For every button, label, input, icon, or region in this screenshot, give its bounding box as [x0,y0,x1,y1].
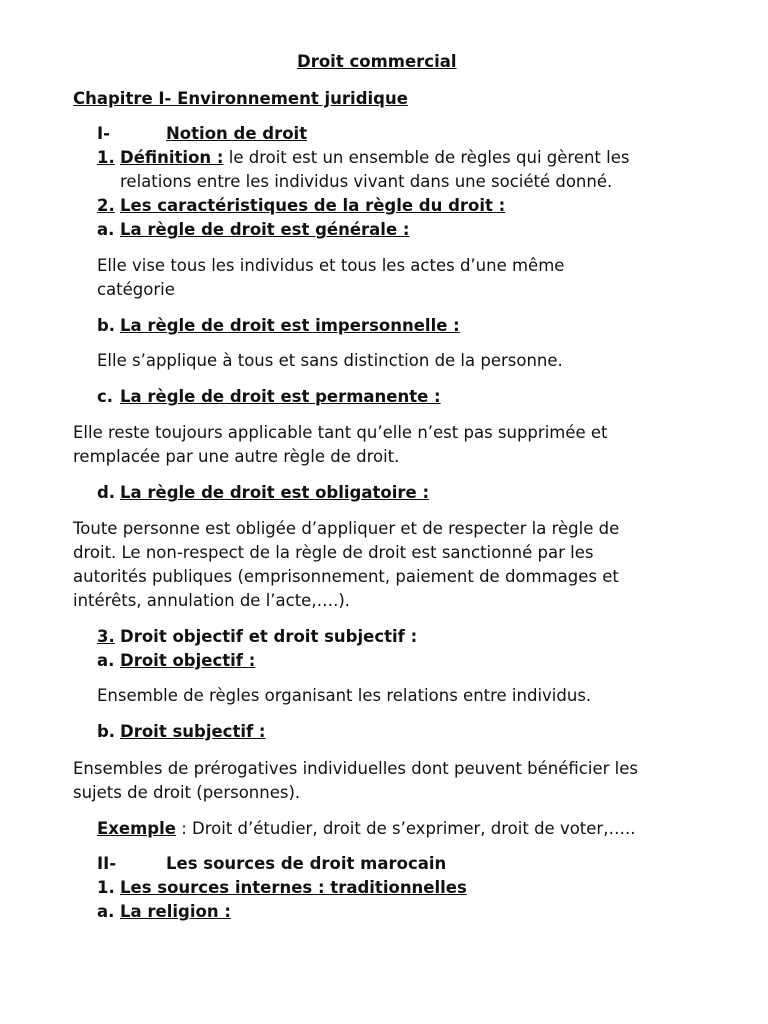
characteristics-title: Les caractéristiques de la règle du droit : [120,196,506,215]
internal-sources-title: Les sources internes : traditionnelles [120,878,467,897]
objective-law-number: a. [97,651,115,670]
mandatory-rule-heading [97,482,429,504]
subjective-law-title: Droit subjectif : [120,722,266,741]
subjective-law-number: b. [97,722,116,741]
subjective-law-text-1: Ensembles de prérogatives individuelles dont peuvent bénéficier les [73,759,638,778]
impersonal-rule-title: La règle de droit est impersonnelle : [120,316,460,335]
permanent-rule-text-1: Elle reste toujours applicable tant qu’elle n’est pas supprimée et [73,423,608,442]
impersonal-rule-heading [97,315,460,337]
general-rule-text-1: Elle vise tous les individus et tous les actes d’une même [97,256,565,275]
objective-subjective-number: 3. [97,627,115,646]
objective-subjective-title: Droit objectif et droit subjectif : [120,627,418,646]
permanent-rule-text-2: remplacée par une autre règle de droit. [73,447,400,466]
internal-sources-heading [97,877,467,899]
subjective-law-heading [97,721,266,743]
general-rule-title: La règle de droit est générale : [120,220,410,239]
chapter-heading: Chapitre I- Environnement juridique [73,89,408,108]
mandatory-rule-text-3: autorités publiques (emprisonnement, paiement de dommages et [73,567,619,586]
general-rule-number: a. [97,220,115,239]
document-title: Droit commercial [297,52,457,71]
section-2-number: II- [97,854,117,873]
example-text: : Droit d’étudier, droit de s’exprimer, droit de voter,….. [175,819,636,838]
permanent-rule-title: La règle de droit est permanente : [120,387,441,406]
definition-number: 1. [97,148,115,167]
section-2-heading [97,853,446,875]
subjective-law-text-2: sujets de droit (personnes). [73,783,301,802]
mandatory-rule-text-1: Toute personne est obligée d’appliquer et de respecter la règle de [73,519,620,538]
permanent-rule-heading [97,386,441,408]
mandatory-rule-text-2: droit. Le non-respect de la règle de droit est sanctionné par les [73,543,594,562]
characteristics-heading [97,195,505,217]
religion-heading [97,901,231,923]
general-rule-heading [97,219,409,241]
objective-law-title: Droit objectif : [120,651,256,670]
section-1-title: Notion de droit [166,124,308,143]
general-rule-text-2: catégorie [97,280,175,299]
impersonal-rule-number: b. [97,316,116,335]
definition-label: Définition : [120,148,224,167]
definition-text-2: relations entre les individus vivant dans une société donné. [120,172,613,191]
objective-law-heading [97,650,255,672]
section-1-number: I- [97,124,110,143]
mandatory-rule-title: La règle de droit est obligatoire : [120,483,430,502]
characteristics-number: 2. [97,196,115,215]
religion-number: a. [97,902,115,921]
section-1-heading [97,123,307,145]
example-label: Exemple [97,819,176,838]
impersonal-rule-text: Elle s’applique à tous et sans distinction de la personne. [97,351,563,370]
mandatory-rule-text-4: intérêts, annulation de l’acte,….). [73,591,350,610]
section-2-title: Les sources de droit marocain [166,854,447,873]
internal-sources-number: 1. [97,878,115,897]
objective-subjective-heading [97,626,417,648]
definition-line-1 [97,147,629,169]
permanent-rule-number: c. [97,387,114,406]
objective-law-text: Ensemble de règles organisant les relations entre individus. [97,686,592,705]
religion-title: La religion : [120,902,231,921]
mandatory-rule-number: d. [97,483,116,502]
definition-text-1: le droit est un ensemble de règles qui gèrent les [223,148,630,167]
example-line [97,818,635,840]
